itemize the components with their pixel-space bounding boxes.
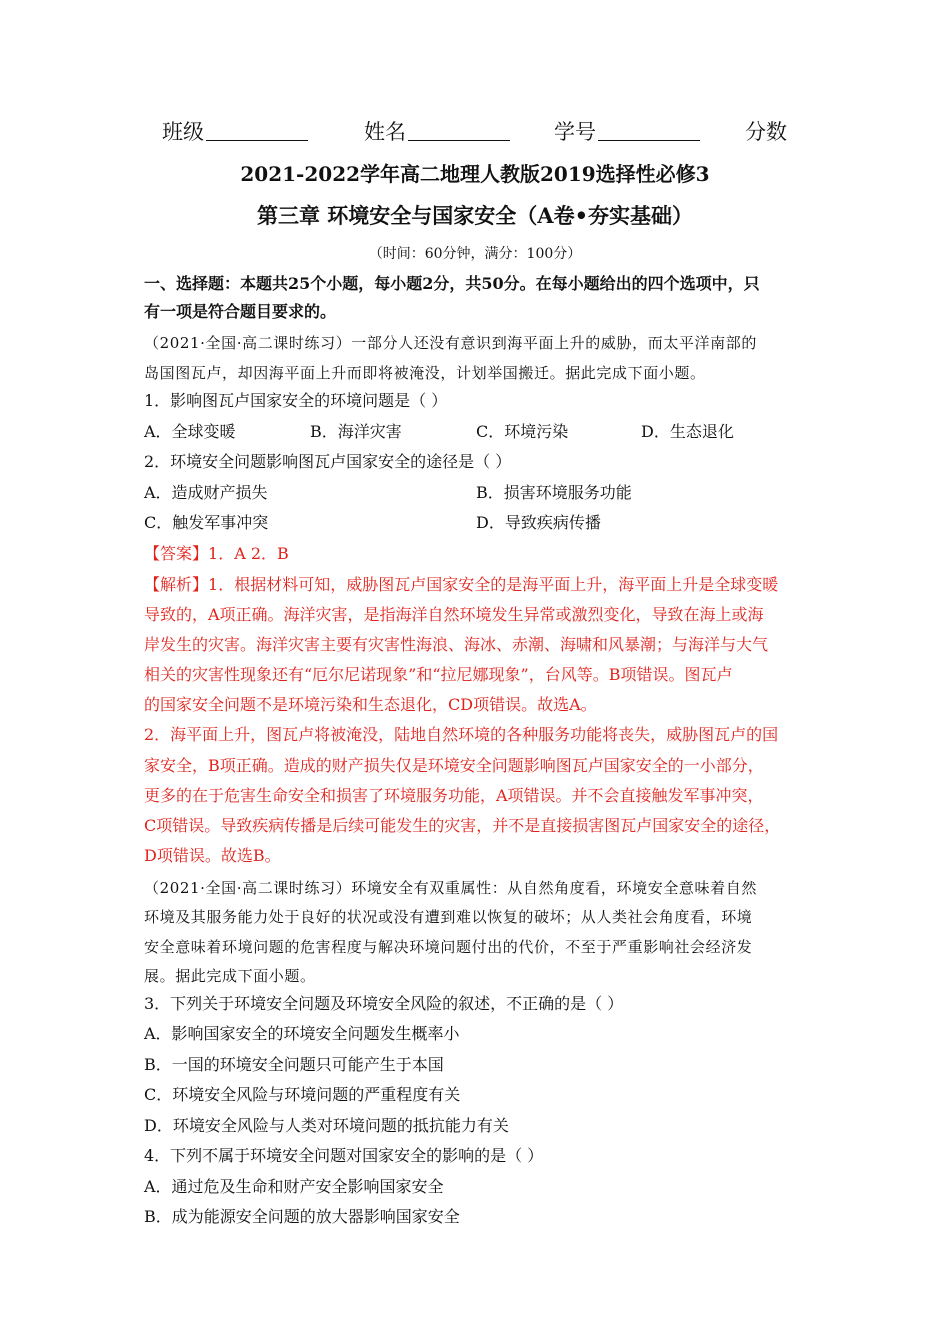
analysis-text-1: 1．根据材料可知，威胁图瓦卢国家安全的是海平面上升，海平面上升是全球变暖 [208,575,779,594]
class-blank[interactable] [206,120,308,141]
student-id-label: 学号 [554,120,596,144]
answer-tag: 【答案】 [144,544,209,563]
name-blank[interactable] [408,120,510,141]
name-field[interactable] [364,116,510,146]
material2-line4: 展。据此完成下面小题。 [144,967,316,985]
material1-line2: 岛国图瓦卢，却因海平面上升而即将被淹没，计划举国搬迁。据此完成下面小题。 [144,364,706,382]
q1-option-c[interactable]: C．环境污染 [476,422,569,441]
answer-line [144,544,289,564]
section-heading-line2: 有一项是符合题目要求的。 [144,302,337,321]
section-heading-line1: 一、选择题：本题共25个小题，每小题2分，共50分。在每小题给出的四个选项中，只 [144,274,760,293]
class-label: 班级 [162,120,204,144]
material2-line3: 安全意味着环境问题的危害程度与解决环境问题付出的代价，不至于严重影响社会经济发 [144,938,753,956]
analysis-line1 [144,575,778,595]
analysis-line4: 相关的灾害性现象还有“厄尔尼诺现象”和“拉尼娜现象”，台风等。B项错误。图瓦卢 [144,665,733,684]
analysis-line10: D项错误。故选B。 [144,846,281,865]
class-field[interactable] [162,116,308,146]
student-id-field[interactable] [554,116,700,146]
q3-option-b[interactable]: B．一国的环境安全问题只可能产生于本国 [144,1055,444,1074]
q1-stem: 1．影响图瓦卢国家安全的环境问题是（ ） [144,391,448,410]
analysis-line3: 岸发生的灾害。海洋灾害主要有灾害性海浪、海冰、赤潮、海啸和风暴潮；与海洋与大气 [144,635,769,654]
q3-option-a[interactable]: A．影响国家安全的环境安全问题发生概率小 [144,1024,460,1043]
q3-option-d[interactable]: D．环境安全风险与人类对环境问题的抵抗能力有关 [144,1116,509,1135]
analysis-tag: 【解析】 [144,575,209,594]
q2-option-c[interactable]: C．触发军事冲突 [144,513,269,532]
q1-option-d[interactable]: D．生态退化 [641,422,734,441]
material2-line1: （2021·全国·高二课时练习）环境安全有双重属性：从自然角度看，环境安全意味着自然 [144,879,757,897]
q2-option-a[interactable]: A．造成财产损失 [144,483,268,502]
student-info-row [0,116,950,144]
answer-text: 1．A 2．B [208,544,289,563]
q4-stem: 4．下列不属于环境安全问题对国家安全的影响的是（ ） [144,1146,544,1165]
material1-line1: （2021·全国·高二课时练习）一部分人还没有意识到海平面上升的威胁，而太平洋南部的 [144,334,757,352]
name-label: 姓名 [364,120,406,144]
document-title-line2: 第三章 环境安全与国家安全（A卷•夯实基础） [256,203,694,228]
analysis-line6: 2．海平面上升，图瓦卢将被淹没，陆地自然环境的各种服务功能将丧失，威胁图瓦卢的国 [144,725,779,744]
q3-option-c[interactable]: C．环境安全风险与环境问题的严重程度有关 [144,1085,461,1104]
score-field [745,116,787,146]
analysis-line7: 家安全，B项正确。造成的财产损失仅是环境安全问题影响图瓦卢国家安全的一小部分， [144,756,764,775]
q1-option-b[interactable]: B．海洋灾害 [310,422,402,441]
q4-option-b[interactable]: B．成为能源安全问题的放大器影响国家安全 [144,1207,460,1226]
student-id-blank[interactable] [598,120,700,141]
analysis-line9: C项错误。导致疾病传播是后续可能发生的灾害，并不是直接损害图瓦卢国家安全的途径， [144,816,781,835]
q4-option-a[interactable]: A．通过危及生命和财产安全影响国家安全 [144,1177,444,1196]
q2-option-b[interactable]: B．损害环境服务功能 [476,483,632,502]
exam-time-score: （时间：60分钟，满分：100分） [368,246,582,262]
score-label: 分数 [745,120,787,144]
document-title-line1: 2021-2022学年高二地理人教版2019选择性必修3 [240,162,710,186]
analysis-line8: 更多的在于危害生命安全和损害了环境服务功能，A项错误。并不会直接触发军事冲突， [144,786,764,805]
analysis-line2: 导致的，A项正确。海洋灾害，是指海洋自然环境发生异常或激烈变化，导致在海上或海 [144,605,764,624]
analysis-line5: 的国家安全问题不是环境污染和生态退化，CD项错误。故选A。 [144,695,597,714]
q1-option-a[interactable]: A．全球变暖 [144,422,236,441]
q3-stem: 3．下列关于环境安全问题及环境安全风险的叙述，不正确的是（ ） [144,994,624,1013]
q2-stem: 2．环境安全问题影响图瓦卢国家安全的途径是（ ） [144,452,512,471]
material2-line2: 环境及其服务能力处于良好的状况或没有遭到难以恢复的破坏；从人类社会角度看，环境 [144,908,753,926]
q2-option-d[interactable]: D．导致疾病传播 [476,513,601,532]
